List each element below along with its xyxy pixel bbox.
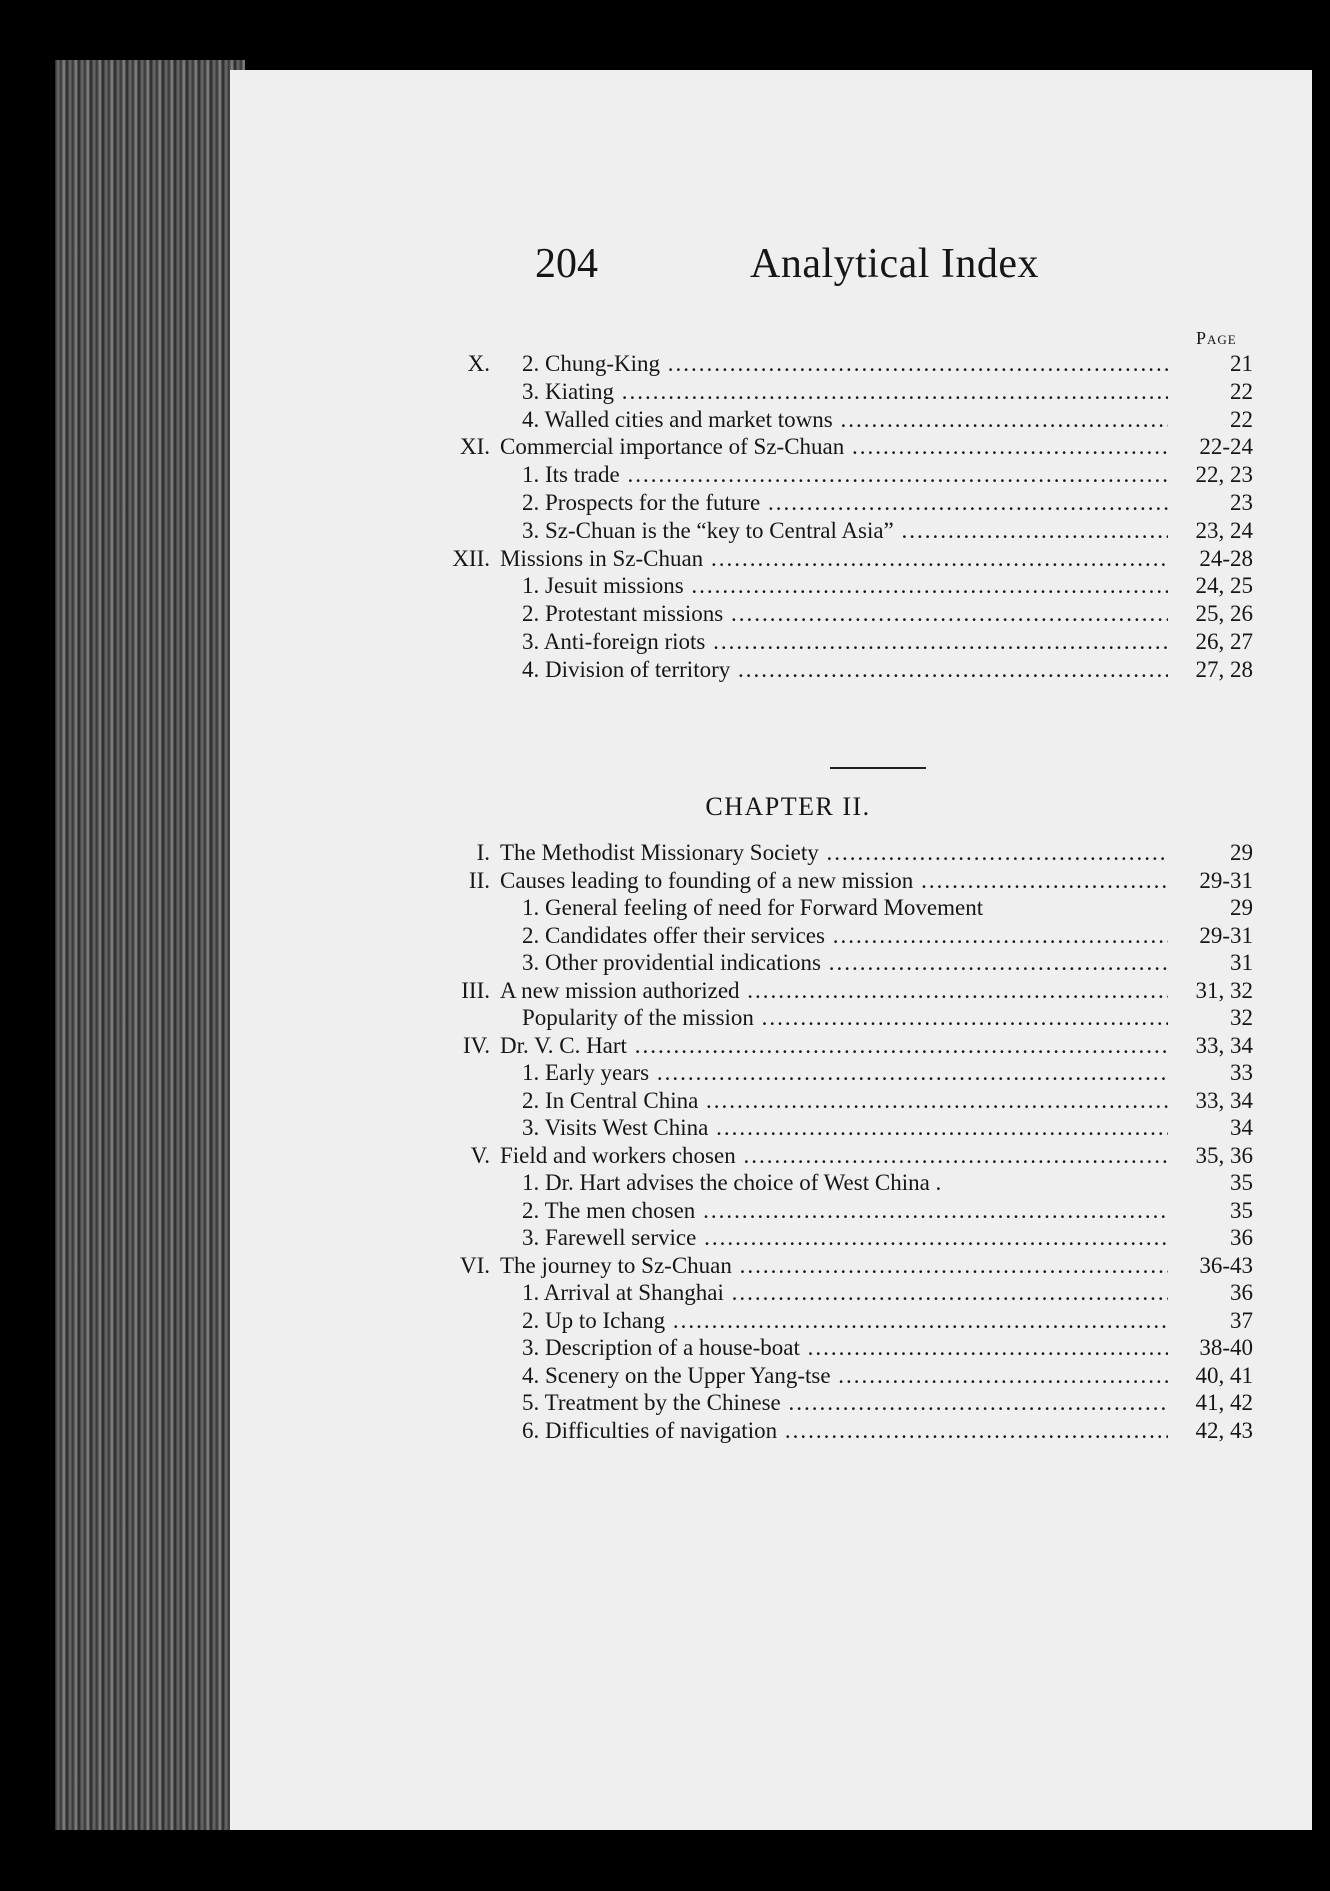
entry-title: Missions in Sz-Chuan ..... (500, 543, 1168, 575)
chapter-heading: CHAPTER II. (705, 792, 871, 821)
entry-title: Dr. V. C. Hart ..... (500, 1030, 1168, 1062)
running-head (230, 240, 1312, 300)
entry-title: 3. Kiating ..... (522, 376, 1168, 408)
entry-page-reference: 42, 43 (1195, 1417, 1253, 1443)
entry-numeral: IV. (462, 1032, 490, 1058)
entry-title: 1. Early years ..... (522, 1057, 1168, 1089)
page-column-heading: Page (1196, 328, 1237, 348)
entry-page-reference: 22-24 (1199, 434, 1253, 460)
entry-title: Causes leading to founding of a new mission ..... (500, 865, 1168, 897)
entry-page-reference: 35 (1230, 1170, 1253, 1195)
entry-title: Commercial importance of Sz-Chuan ..... (500, 431, 1168, 463)
entry-title: The journey to Sz-Chuan ..... (500, 1250, 1168, 1282)
entry-title: 3. Visits West China ..... (522, 1112, 1168, 1144)
chapter-divider (830, 767, 926, 769)
entry-page-reference: 37 (1230, 1307, 1253, 1333)
entry-title: 4. Walled cities and market towns ..... (522, 404, 1168, 436)
entry-page-reference: 24, 25 (1195, 573, 1253, 599)
entry-title: 2. Prospects for the future ..... (522, 487, 1168, 519)
entry-page-reference: 29 (1230, 840, 1253, 865)
entry-page-reference: 41, 42 (1195, 1390, 1253, 1415)
entry-page-reference: 33, 34 (1195, 1032, 1253, 1058)
entry-title: 3. Farewell service ..... (522, 1222, 1168, 1254)
entry-title: 4. Division of territory ..... (522, 654, 1168, 686)
entry-title: 2. Protestant missions ..... (522, 598, 1168, 630)
entry-page-reference: 36 (1230, 1280, 1253, 1305)
entry-title: 2. In Central China ..... (522, 1085, 1168, 1117)
page-title: Analytical Index (750, 241, 1040, 287)
entry-title: 2. Candidates offer their services ..... (522, 920, 1168, 952)
entry-title: Popularity of the mission ..... (522, 1002, 1168, 1034)
index-entry (230, 1415, 1312, 1447)
entry-page-reference: 33 (1230, 1060, 1253, 1085)
entry-numeral: XI. (459, 434, 490, 460)
entry-title: Field and workers chosen ..... (500, 1140, 1168, 1172)
entry-title: 2. Chung-King ..... (522, 348, 1168, 380)
entry-title: 3. Other providential indications ..... (522, 947, 1168, 979)
entry-title: 6. Difficulties of navigation ..... (522, 1415, 1168, 1447)
entry-title: 1. Arrival at Shanghai ..... (522, 1277, 1168, 1309)
entry-title: 5. Treatment by the Chinese ..... (522, 1387, 1168, 1419)
entry-numeral: XII. (452, 545, 490, 571)
entry-numeral: II. (468, 867, 490, 893)
entry-page-reference: 36-43 (1199, 1252, 1253, 1278)
entry-title: 3. Description of a house-boat ..... (522, 1332, 1168, 1364)
page-number: 204 (535, 241, 598, 287)
entry-title: 3. Anti-foreign riots ..... (522, 626, 1168, 658)
entry-page-reference: 36 (1230, 1225, 1253, 1250)
book-page (230, 70, 1312, 1830)
entry-page-reference: 40, 41 (1195, 1362, 1253, 1388)
entry-title: 2. The men chosen ..... (522, 1195, 1168, 1227)
entry-page-reference: 35 (1230, 1197, 1253, 1223)
entry-page-reference: 23 (1230, 490, 1253, 515)
entry-title: 1. General feeling of need for Forward Movement (522, 895, 984, 920)
entry-page-reference: 34 (1230, 1115, 1253, 1140)
entry-numeral: V. (470, 1142, 490, 1168)
entry-page-reference: 38-40 (1199, 1335, 1253, 1360)
entry-title: 1. Its trade ..... (522, 459, 1168, 491)
entry-page-reference: 27, 28 (1195, 656, 1253, 682)
entry-page-reference: 31 (1230, 950, 1253, 975)
entry-page-reference: 32 (1230, 1005, 1253, 1030)
index-entry (230, 654, 1312, 686)
entry-page-reference: 31, 32 (1195, 977, 1253, 1003)
entry-title: 3. Sz-Chuan is the “key to Central Asia” ..... (522, 515, 1168, 547)
entry-page-reference: 22 (1230, 406, 1253, 432)
entry-numeral: III. (461, 977, 490, 1003)
entry-title: 2. Up to Ichang ..... (522, 1305, 1168, 1337)
entry-page-reference: 23, 24 (1195, 517, 1253, 543)
entry-page-reference: 22 (1230, 378, 1253, 404)
entry-title: 1. Dr. Hart advises the choice of West China . (522, 1170, 942, 1195)
entry-page-reference: 29-31 (1199, 867, 1253, 893)
entry-title: 1. Jesuit missions ..... (522, 570, 1168, 602)
entry-page-reference: 22, 23 (1195, 462, 1253, 488)
entry-numeral: VI. (459, 1252, 490, 1278)
entry-numeral: I. (476, 840, 490, 865)
entry-page-reference: 25, 26 (1195, 601, 1253, 627)
entry-page-reference: 24-28 (1199, 545, 1253, 571)
entry-page-reference: 26, 27 (1195, 629, 1253, 654)
entry-page-reference: 29-31 (1199, 922, 1253, 948)
entry-page-reference: 21 (1230, 351, 1253, 376)
entry-title: 4. Scenery on the Upper Yang-tse ..... (522, 1360, 1168, 1392)
entry-page-reference: 33, 34 (1195, 1087, 1253, 1113)
entry-numeral: X. (467, 351, 490, 376)
entry-page-reference: 29 (1230, 895, 1253, 920)
entry-title: A new mission authorized ..... (500, 975, 1168, 1007)
entry-page-reference: 35, 36 (1195, 1142, 1253, 1168)
book-spine (55, 60, 245, 1830)
entry-title: The Methodist Missionary Society ..... (500, 837, 1168, 869)
